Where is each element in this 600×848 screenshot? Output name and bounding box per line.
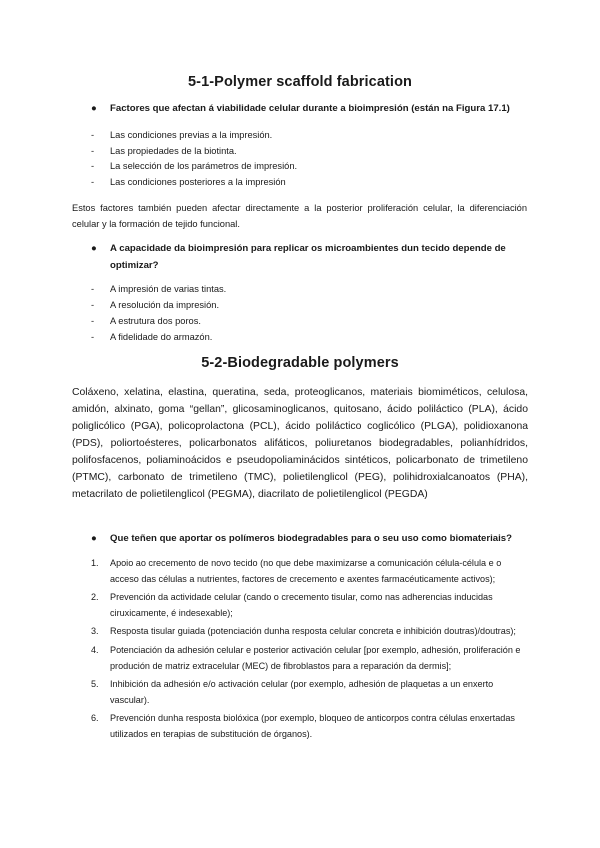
paragraph-factors-effect: Estos factores también pueden afectar directamente a la posterior proliferación celular, la diferenciación celular y la formación de tejido funcional. <box>72 203 527 229</box>
list-item: - Las propiedades de la biotinta. <box>91 146 237 156</box>
numbered-item: 6. Prevención dunha resposta biolóxica (por exemplo, bloqueo de anticorpos contra células enxertadas utilizados en terapias de substitución de órganos). <box>91 713 515 739</box>
paragraph-polymer-list: Coláxeno, xelatina, elastina, queratina, seda, proteoglicanos, materiais biomiméticos, celulosa, amidón, alxinato, goma “gellan”, glicosaminoglicanos, quitosano, ácido poliláctico (PLA), ácido poliglicólico (PGA), policoprolactona (PCL), ácido poliláctico coglicólico (PLGA), polidioxanona (PDS), poliortoésteres, policarbonatos alifáticos, poliuretanos biodegradables, polianhídridos, polifosfacenos, poliaminoácidos e pseudopoliaminácidos sintéticos, policarbonato de trimetileno (PTMC), carbonato de trimetileno (TMC), polietilenglicol (PEG), polihidroxialcanoatos (PHA), metacrilato de polietilenglicol (PEGMA), diacrilato de polietilenglicol (PEGDA) <box>72 387 528 500</box>
numbered-item: 3. Resposta tisular guiada (potenciación dunha resposta celular concreta e inhibición doutras)/doutras); <box>91 626 516 637</box>
list-item: - A fidelidade do armazón. <box>91 332 213 342</box>
bullet-text: Factores que afectan á viabilidade celular durante a bioimpresión (están na Figura 17.1) <box>110 103 510 114</box>
numbered-item: 4. Potenciación da adhesión celular e posterior activación celular [por exemplo, adhesión, proliferación e produción de matriz extracelular (MEC) de fibroblastos para a reparación da dermis]; <box>91 644 521 671</box>
bullet-dot-icon: ● <box>91 243 97 254</box>
bullet-bioprinting-capacity <box>91 240 531 274</box>
list-item: - La selección de los parámetros de impresión. <box>91 161 298 171</box>
list-item: - A estrutura dos poros. <box>91 316 201 326</box>
bullet-biodegradable-contribution <box>91 530 531 547</box>
list-item: - A resolución da impresión. <box>91 300 220 310</box>
bullet-dot-icon: ● <box>91 103 97 114</box>
numbered-item: 2. Prevención da actividade celular (cando o crecemento tisular, como nas adherencias inducidas ciruxicamente, é indesexable); <box>91 592 493 618</box>
list-item: - A impresión de varias tintas. <box>91 284 227 294</box>
section-heading-polymer-scaffold: 5-1-Polymer scaffold fabrication <box>188 74 412 90</box>
bullet-text: Que teñen que aportar os polímeros biodegradables para o seu uso como biomateriais? <box>110 533 512 544</box>
section-heading-biodegradable-polymers: 5-2-Biodegradable polymers <box>201 355 399 371</box>
list-item: - Las condiciones posteriores a la impresión <box>91 177 286 187</box>
list-item: - Las condiciones previas a la impresión. <box>91 130 273 140</box>
numbered-list-contributions <box>91 556 531 746</box>
bullet-dot-icon: ● <box>91 533 97 544</box>
numbered-item: 1. Apoio ao crecemento de novo tecido (no que debe maximizarse a comunicación célula-célula e o acceso das células a nutrientes, factores de crecemento e axentes farmacéuticamente activos); <box>91 558 502 584</box>
bullet-viability-factors <box>91 100 531 117</box>
numbered-item: 5. Inhibición da adhesión e/o activación celular (por exemplo, adhesión de plaquetas a un enxerto vascular). <box>91 679 494 705</box>
bullet-text: A capacidade da bioimpresión para replicar os microambientes dun tecido depende de optimizar? <box>110 243 506 271</box>
